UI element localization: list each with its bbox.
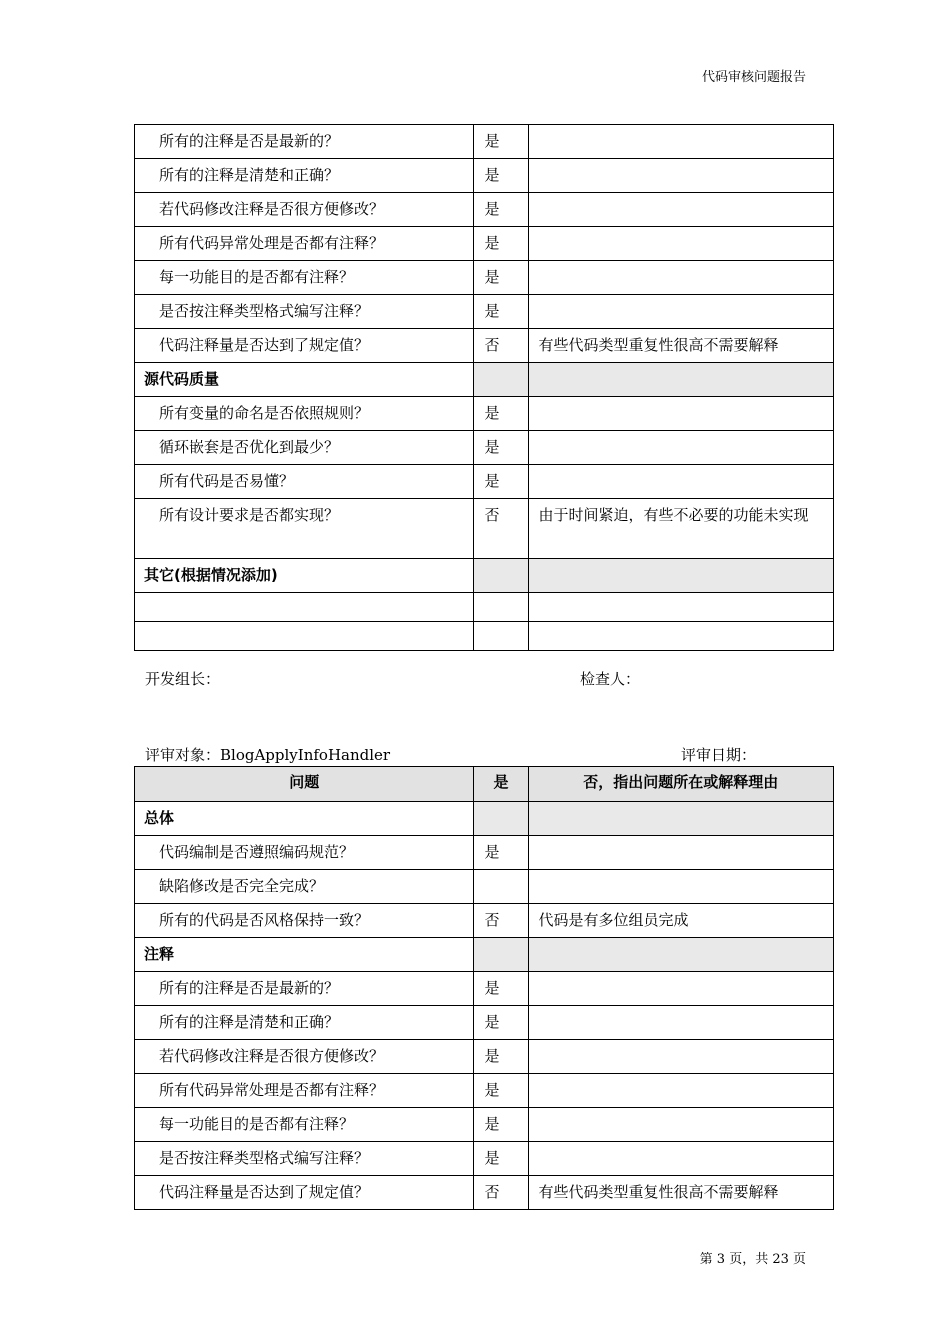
- question-cell: 所有代码异常处理是否都有注释？: [135, 227, 474, 261]
- question-cell: 若代码修改注释是否很方便修改？: [135, 1040, 474, 1074]
- reason-cell: [528, 159, 833, 193]
- review-object-label: 评审对象：: [145, 746, 221, 764]
- table-row: [135, 295, 834, 329]
- answer-cell: 是: [474, 397, 528, 431]
- reason-cell: [528, 125, 833, 159]
- column-header-no-reason: 否，指出问题所在或解释理由: [528, 767, 833, 802]
- reason-cell: [528, 870, 833, 904]
- section-title: 注释: [135, 938, 474, 972]
- reason-cell: [528, 938, 833, 972]
- section-title: 总体: [135, 802, 474, 836]
- question-cell: 所有的注释是清楚和正确？: [135, 159, 474, 193]
- answer-cell: 是: [474, 1006, 528, 1040]
- table-row: [135, 1040, 834, 1074]
- table-row: [135, 465, 834, 499]
- table-row: [135, 193, 834, 227]
- answer-cell: 是: [474, 431, 528, 465]
- reason-cell: [528, 559, 833, 593]
- answer-cell: 是: [474, 465, 528, 499]
- question-cell: 所有的代码是否风格保持一致？: [135, 904, 474, 938]
- question-cell: 所有设计要求是否都实现？: [135, 499, 474, 559]
- question-cell: 代码编制是否遵照编码规范？: [135, 836, 474, 870]
- reason-cell: 代码是有多位组员完成: [528, 904, 833, 938]
- question-cell: 是否按注释类型格式编写注释？: [135, 295, 474, 329]
- review-table-continued: [134, 124, 834, 651]
- question-cell: 是否按注释类型格式编写注释？: [135, 1142, 474, 1176]
- answer-cell: 否: [474, 904, 528, 938]
- question-cell: 代码注释量是否达到了规定值？: [135, 329, 474, 363]
- table-row: [135, 329, 834, 363]
- table-row: [135, 622, 834, 651]
- question-cell: 所有变量的命名是否依照规则？: [135, 397, 474, 431]
- answer-cell: 是: [474, 227, 528, 261]
- answer-cell: [474, 593, 528, 622]
- question-cell: 循环嵌套是否优化到最少？: [135, 431, 474, 465]
- question-cell: 所有的注释是否是最新的？: [135, 125, 474, 159]
- reason-cell: [528, 465, 833, 499]
- reason-cell: [528, 1108, 833, 1142]
- table-row: [135, 593, 834, 622]
- reason-cell: [528, 836, 833, 870]
- question-cell: [135, 593, 474, 622]
- answer-cell: [474, 802, 528, 836]
- table-row: [135, 397, 834, 431]
- section-row: [135, 559, 834, 593]
- answer-cell: 是: [474, 1074, 528, 1108]
- reason-cell: [528, 622, 833, 651]
- reason-cell: [528, 802, 833, 836]
- question-cell: 所有的注释是否是最新的？: [135, 972, 474, 1006]
- table-row: [135, 1108, 834, 1142]
- section-title: 其它(根据情况添加): [135, 559, 474, 593]
- review-object-value: BlogApplyInfoHandler: [220, 746, 391, 764]
- table-row: [135, 431, 834, 465]
- answer-cell: [474, 938, 528, 972]
- table-row: [135, 904, 834, 938]
- review-table: [134, 766, 834, 1210]
- reason-cell: [528, 261, 833, 295]
- reason-cell: [528, 1142, 833, 1176]
- question-cell: 缺陷修改是否完全完成？: [135, 870, 474, 904]
- question-cell: 每一功能目的是否都有注释？: [135, 1108, 474, 1142]
- answer-cell: 否: [474, 499, 528, 559]
- answer-cell: 否: [474, 329, 528, 363]
- answer-cell: 是: [474, 159, 528, 193]
- question-cell: [135, 622, 474, 651]
- table-row: [135, 870, 834, 904]
- table-row: [135, 227, 834, 261]
- reason-cell: [528, 1074, 833, 1108]
- table-row: [135, 1074, 834, 1108]
- section-row: [135, 363, 834, 397]
- column-header-question: 问题: [135, 767, 474, 802]
- table-row: [135, 972, 834, 1006]
- dev-lead-label: 开发组长：: [145, 670, 221, 688]
- answer-cell: 是: [474, 1040, 528, 1074]
- reason-cell: [528, 1006, 833, 1040]
- reason-cell: [528, 227, 833, 261]
- table-row: [135, 499, 834, 559]
- answer-cell: 是: [474, 972, 528, 1006]
- question-cell: 所有代码异常处理是否都有注释？: [135, 1074, 474, 1108]
- answer-cell: 是: [474, 125, 528, 159]
- question-cell: 若代码修改注释是否很方便修改？: [135, 193, 474, 227]
- reason-cell: [528, 193, 833, 227]
- reason-cell: [528, 972, 833, 1006]
- reason-cell: [528, 431, 833, 465]
- answer-cell: [474, 559, 528, 593]
- checker-label: 检查人：: [580, 670, 641, 688]
- answer-cell: [474, 363, 528, 397]
- reason-cell: 由于时间紧迫，有些不必要的功能未实现: [528, 499, 833, 559]
- table-row: [135, 261, 834, 295]
- table-row: [135, 125, 834, 159]
- table-row: [135, 1006, 834, 1040]
- page-number: 第 3 页，共 23 页: [699, 1252, 806, 1267]
- answer-cell: 是: [474, 836, 528, 870]
- review-date-label: 评审日期：: [681, 746, 757, 764]
- answer-cell: 是: [474, 193, 528, 227]
- section-title: 源代码质量: [135, 363, 474, 397]
- table-row: [135, 159, 834, 193]
- reason-cell: [528, 295, 833, 329]
- answer-cell: 是: [474, 1108, 528, 1142]
- reason-cell: [528, 593, 833, 622]
- reason-cell: [528, 397, 833, 431]
- reason-cell: [528, 1040, 833, 1074]
- review-object-line: [145, 744, 390, 765]
- table-row: [135, 1176, 834, 1210]
- section-row: [135, 802, 834, 836]
- question-cell: 代码注释量是否达到了规定值？: [135, 1176, 474, 1210]
- page-header-title: 代码审核问题报告: [701, 70, 806, 85]
- question-cell: 所有的注释是清楚和正确？: [135, 1006, 474, 1040]
- answer-cell: 是: [474, 1142, 528, 1176]
- answer-cell: [474, 622, 528, 651]
- table-row: [135, 836, 834, 870]
- answer-cell: 否: [474, 1176, 528, 1210]
- answer-cell: 是: [474, 295, 528, 329]
- question-cell: 所有代码是否易懂？: [135, 465, 474, 499]
- question-cell: 每一功能目的是否都有注释？: [135, 261, 474, 295]
- reason-cell: 有些代码类型重复性很高不需要解释: [528, 329, 833, 363]
- reason-cell: 有些代码类型重复性很高不需要解释: [528, 1176, 833, 1210]
- section-row: [135, 938, 834, 972]
- reason-cell: [528, 363, 833, 397]
- table-row: [135, 1142, 834, 1176]
- answer-cell: [474, 870, 528, 904]
- column-header-yes: 是: [474, 767, 528, 802]
- answer-cell: 是: [474, 261, 528, 295]
